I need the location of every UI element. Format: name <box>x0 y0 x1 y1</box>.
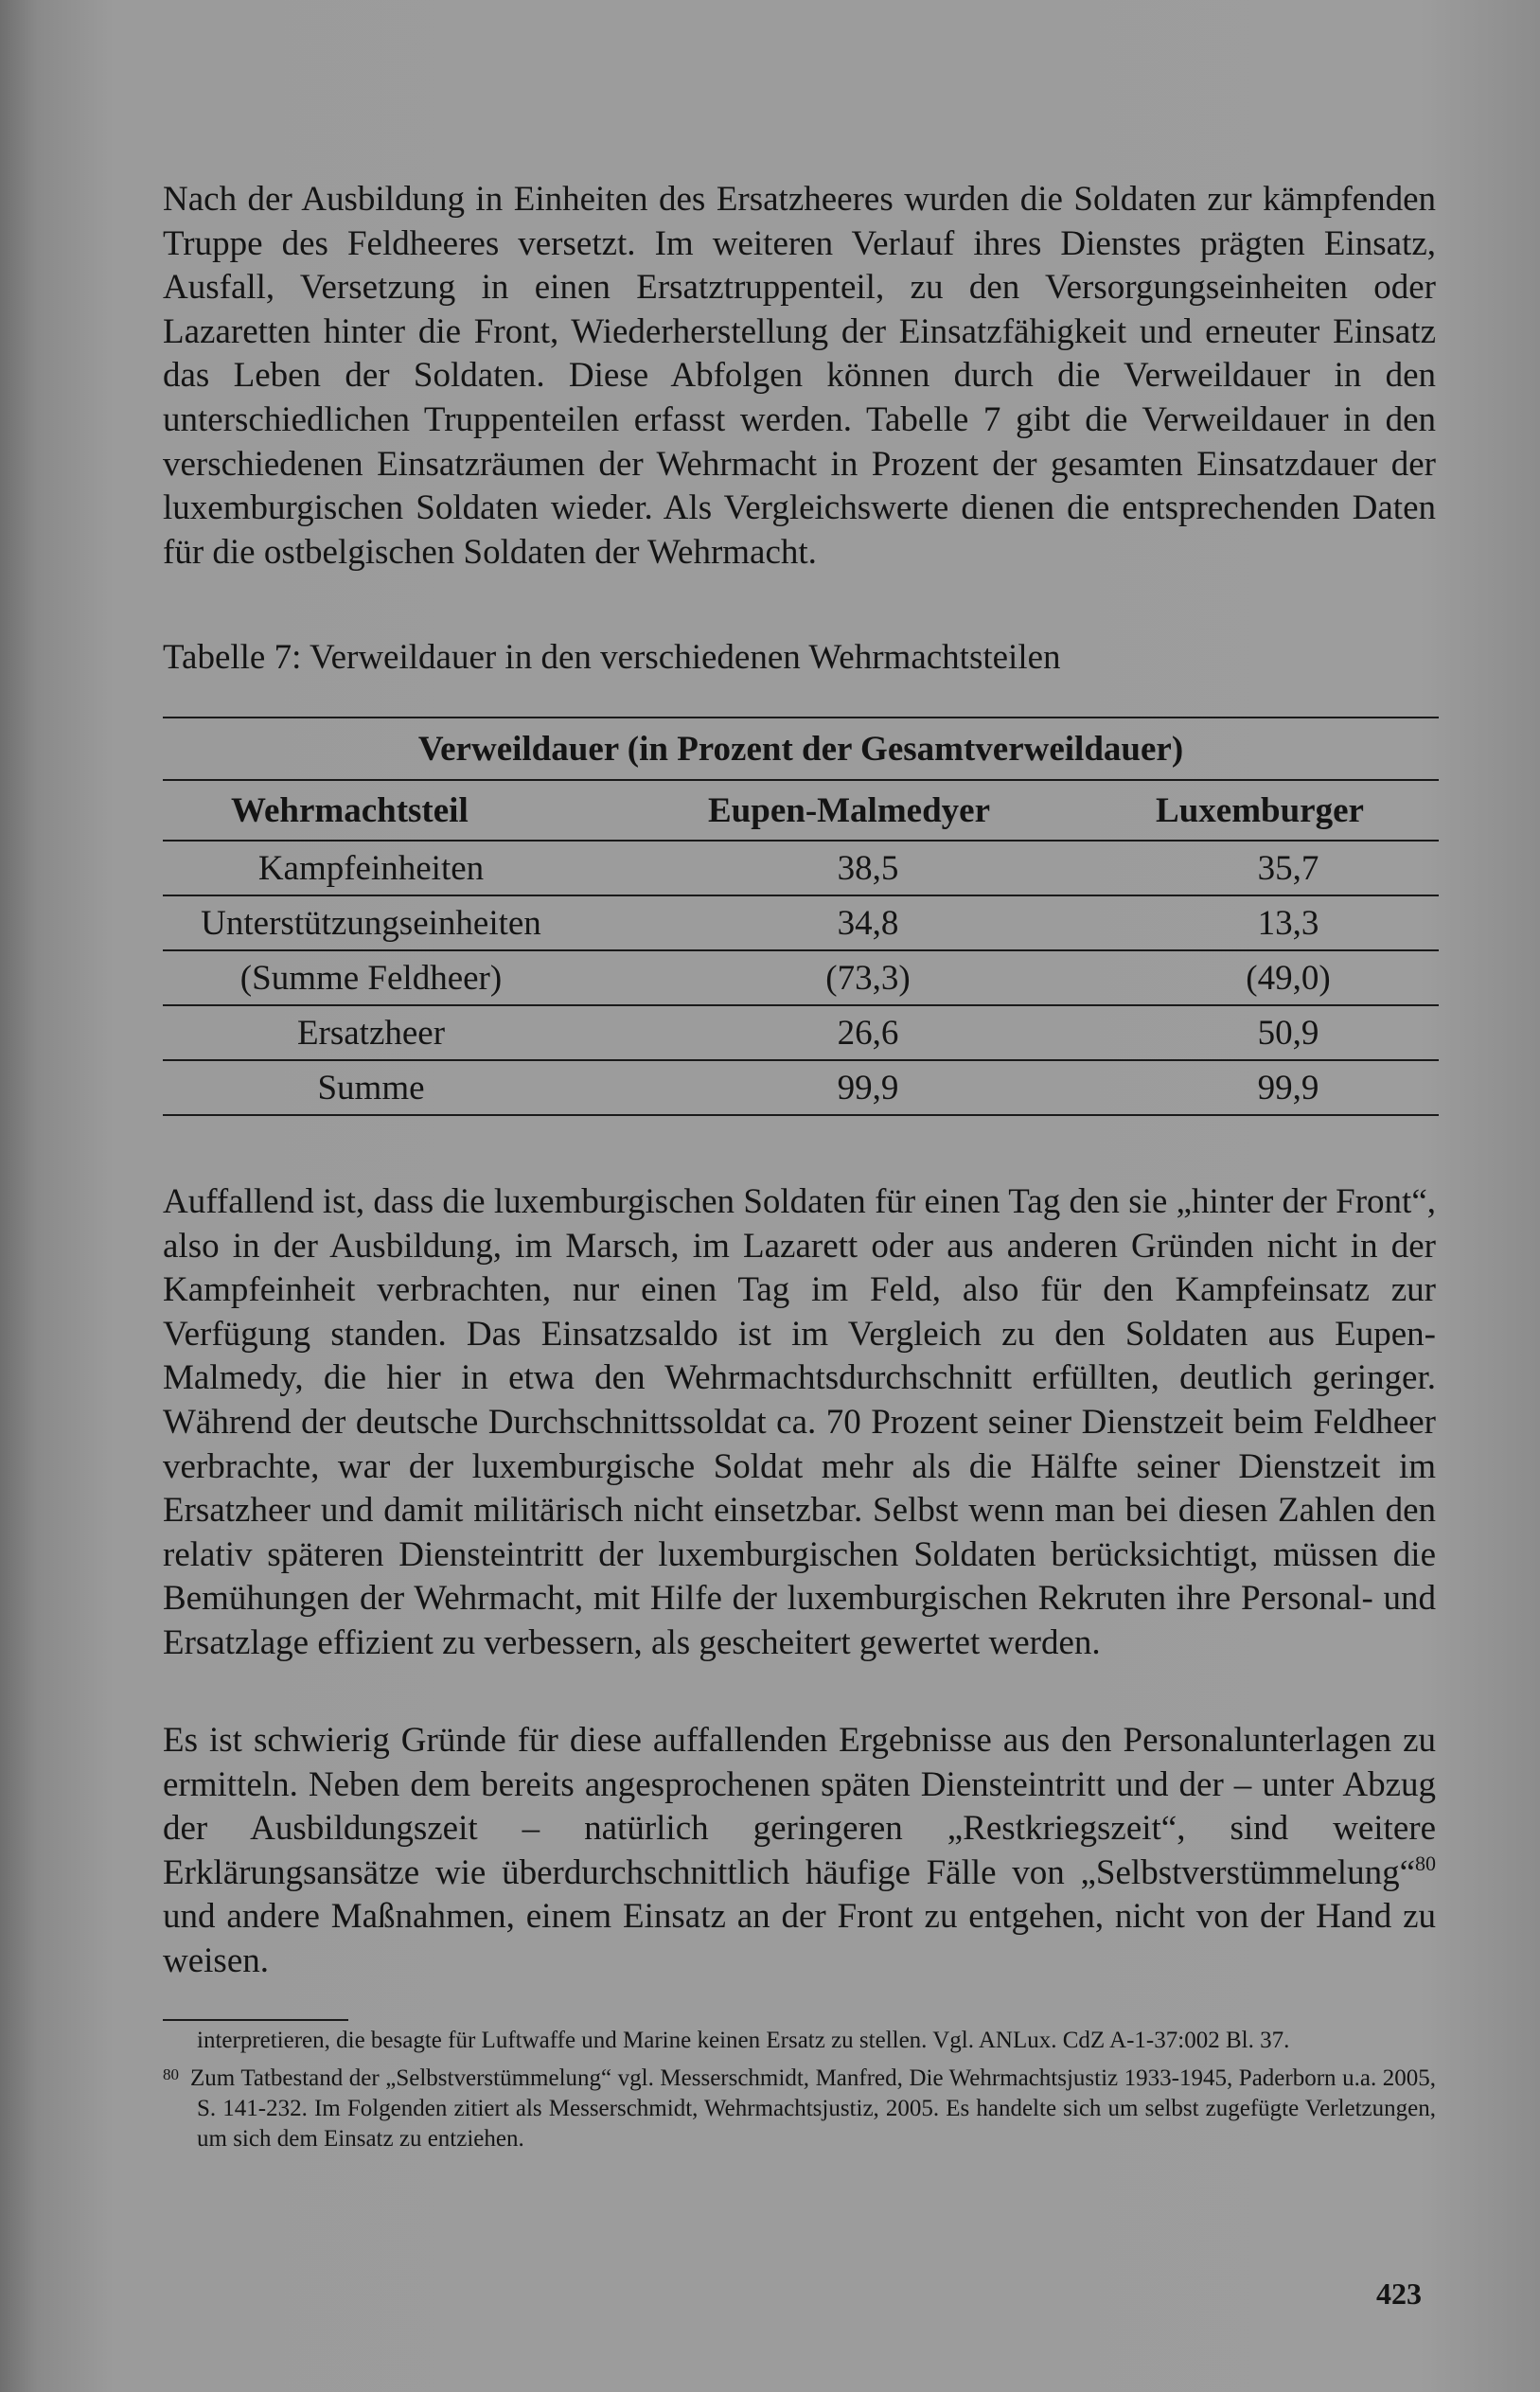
dwell-time-table <box>163 717 1439 1116</box>
table-cell-unit: Kampfeinheiten <box>163 841 617 895</box>
column-header-wehrmachtsteil: Wehrmachtsteil <box>163 780 617 841</box>
footnote-80-number: 80 <box>163 2065 179 2083</box>
body-paragraph-3 <box>163 1719 1436 1984</box>
table-cell-unit: Unterstützungseinheiten <box>163 895 617 950</box>
footnotes <box>163 2026 1436 2154</box>
table-cell-luxemburger: 35,7 <box>1081 841 1439 895</box>
table-group-header-row <box>163 718 1439 780</box>
body-paragraph-1: Nach der Ausbildung in Einheiten des Ersatzheeres wurden die Soldaten zur kämpfenden Truppe des Feldheeres versetzt. Im weiteren Verlauf ihres Dienstes prägten Einsatz, Ausfall, Versetzung in einen Ersatztruppenteil, zu den Versorgungseinheiten oder Lazaretten hinter die Front, Wiederherstellung der Einsatzfähigkeit und erneuter Einsatz das Leben der Soldaten. Diese Abfolgen können durch die Verweildauer in den unterschiedlichen Truppenteilen erfasst werden. Tabelle 7 gibt die Verweildauer in den verschiedenen Einsatzräumen der Wehrmacht in Prozent der gesamten Einsatzdauer der luxemburgischen Soldaten wieder. Als Vergleichswerte dienen die entsprechenden Daten für die ostbelgischen Soldaten der Wehrmacht. <box>163 180 1436 572</box>
table-cell-luxemburger: 13,3 <box>1081 895 1439 950</box>
body-paragraph-2: Auffallend ist, dass die luxemburgischen Soldaten für einen Tag den sie „hinter der Front“, also in der Ausbildung, im Marsch, im Lazarett oder aus anderen Gründen nicht in der Kampfeinheit verbrachten, nur einen Tag im Feld, also für den Kampfeinsatz zur Verfügung standen. Das Einsatzsaldo ist im Vergleich zu den Soldaten aus Eupen-Malmedy, die hier in etwa den Wehrmachtsdurchschnitt erfüllten, deutlich geringer. Während der deutsche Durchschnittssoldat ca. 70 Prozent seiner Dienstzeit beim Feldheer verbrachte, war der luxemburgische Soldat mehr als die Hälfte seiner Dienstzeit im Ersatzheer und damit militärisch nicht einsetzbar. Selbst wenn man bei diesen Zahlen den relativ späteren Diensteintritt der luxemburgischen Soldaten berücksichtigt, müssen die Bemühungen der Wehrmacht, mit Hilfe der luxemburgischen Rekruten ihre Personal- und Ersatzlage effizient zu verbessern, als gescheitert gewertet werden. <box>163 1182 1436 1662</box>
table-cell-unit: Summe <box>163 1060 617 1115</box>
table-cell-eupen-malmedyer: 26,6 <box>617 1005 1081 1060</box>
table-group-header: Verweildauer (in Prozent der Gesamtverweildauer) <box>163 718 1439 780</box>
table-cell-eupen-malmedyer: (73,3) <box>617 950 1081 1005</box>
column-header-luxemburger: Luxemburger <box>1081 780 1439 841</box>
paragraph-3-text-start: Es ist schwierig Gründe für diese auffallenden Ergebnisse aus den Personalunterlagen zu ermitteln. Neben dem bereits angesprochenen späten Diensteintritt und der – unter Abzug der Ausbildungszeit – natürlich geringeren „Restkriegszeit“, sind weitere Erklärungsansätze wie überdurchschnittlich häufige Fälle von „Selbstverstümmelung“ <box>163 1721 1436 1892</box>
table-row <box>163 841 1439 895</box>
table-cell-luxemburger: 50,9 <box>1081 1005 1439 1060</box>
table-column-header-row <box>163 780 1439 841</box>
table-cell-eupen-malmedyer: 38,5 <box>617 841 1081 895</box>
table-cell-unit: Ersatzheer <box>163 1005 617 1060</box>
table-caption: Tabelle 7: Verweildauer in den verschiedenen Wehrmachtsteilen <box>163 638 1061 677</box>
footnote-continuation: interpretieren, die besagte für Luftwaffe und Marine keinen Ersatz zu stellen. Vgl. ANLux. CdZ A-1-37:002 Bl. 37. <box>197 2028 1290 2053</box>
footnote-80-text: Zum Tatbestand der „Selbstverstümmelung“ vgl. Messerschmidt, Manfred, Die Wehrmachtsjustiz 1933-1945, Paderborn u.a. 2005, S. 141-232. Im Folgenden zitiert als Messerschmidt, Wehrmachtsjustiz, 2005. Es handelte sich um selbst zugefügte Verletzungen, um sich dem Einsatz zu entziehen. <box>190 2065 1436 2152</box>
footnote-reference-80: 80 <box>1415 1851 1436 1875</box>
table-row <box>163 1005 1439 1060</box>
table-cell-eupen-malmedyer: 34,8 <box>617 895 1081 950</box>
page-number: 423 <box>1376 2277 1422 2311</box>
table-row <box>163 1060 1439 1115</box>
table-cell-eupen-malmedyer: 99,9 <box>617 1060 1081 1115</box>
table-row <box>163 895 1439 950</box>
table-cell-luxemburger: (49,0) <box>1081 950 1439 1005</box>
paragraph-3-text-end: und andere Maßnahmen, einem Einsatz an der Front zu entgehen, nicht von der Hand zu weisen. <box>163 1897 1436 1980</box>
table-cell-luxemburger: 99,9 <box>1081 1060 1439 1115</box>
table-cell-unit: (Summe Feldheer) <box>163 950 617 1005</box>
column-header-eupen-malmedyer: Eupen-Malmedyer <box>617 780 1081 841</box>
table-row <box>163 950 1439 1005</box>
footnote-separator <box>163 2019 348 2021</box>
footnote-80 <box>163 2060 1436 2154</box>
